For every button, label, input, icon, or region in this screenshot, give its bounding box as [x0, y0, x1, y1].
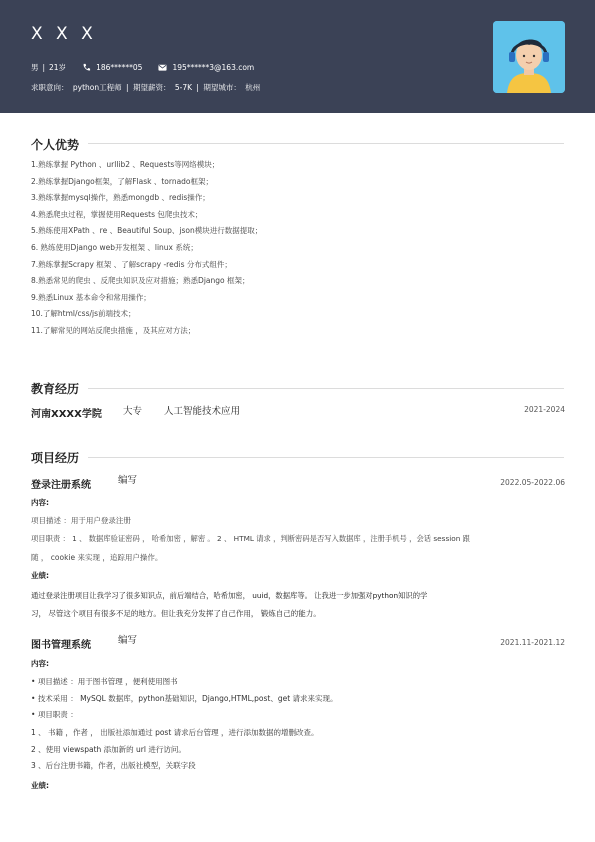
content-label: 内容: — [31, 498, 49, 507]
city-label: 期望城市： — [203, 83, 241, 92]
project-duty-line: 1 、 书籍 ，作者 ， 出版社添加通过 post 请求后台管理 ，进行添加数据的增删改查。 — [31, 728, 319, 737]
project-duty-line: 3 、后台注册书籍，作者，出版社模型，关联字段 — [31, 761, 196, 770]
mail-icon — [158, 63, 167, 72]
result-label: 业绩: — [31, 781, 49, 790]
project-name: 图书管理系统 — [31, 640, 91, 651]
phone-number: 186******05 — [96, 63, 143, 72]
salary-value: 5-7K — [174, 83, 193, 92]
project-description: 项目描述 ：用于用户登录注册 — [31, 516, 131, 525]
project-role: 编写 — [118, 475, 138, 486]
project-name: 登录注册系统 — [31, 480, 91, 491]
list-item: 9.熟悉Linux 基本命令和常用操作； — [31, 292, 151, 302]
intent-value: python工程师 — [72, 83, 122, 92]
advantages-list — [31, 157, 262, 340]
list-item: 2.熟练掌握Django框架，了解Flask 、tornado框架； — [31, 176, 214, 186]
age: 21岁 — [49, 63, 67, 72]
duty-label: 项目职责 ： — [37, 710, 78, 719]
project-duty-line: 随 ， cookie 来实现 ，追踪用户操作。 — [31, 553, 163, 562]
list-item: 7.熟练掌握Scrapy 框架 、了解scrapy -redis 分布式组件； — [31, 259, 232, 269]
school-name: 河南XXXX学院 — [31, 409, 102, 420]
education-title: 教育经历 — [31, 382, 80, 396]
list-item: 1.熟练掌握 Python 、urllib2 、Requests等网络模块； — [31, 160, 220, 169]
bullet-item: • 项目描述 ：用于图书管理 ，便利使用图书 — [31, 677, 178, 686]
result-label: 业绩: — [31, 571, 49, 580]
project-duty-line: 2 、使用 viewspath 添加新的 url 进行访问。 — [31, 745, 186, 754]
major: 人工智能技术应用 — [164, 406, 241, 417]
section-divider — [88, 143, 564, 144]
education-period: 2021-2024 — [524, 405, 565, 414]
project-tech: 技术采用 ： MySQL 数据库，python基础知识，Django,HTML,post、get 请求来实现。 — [37, 694, 338, 703]
section-divider — [88, 388, 564, 389]
project-period: 2021.11-2021.12 — [500, 638, 565, 647]
advantages-title: 个人优势 — [31, 138, 80, 152]
intent-label: 求职意向： — [31, 83, 69, 92]
degree: 大专 — [123, 406, 143, 417]
salary-label: 期望薪资： — [132, 83, 171, 92]
content-label: 内容: — [31, 659, 49, 668]
city-value: 杭州 — [245, 83, 261, 92]
list-item: 11.了解常见的网站反爬虫措施 ，及其应对方法； — [31, 325, 196, 335]
bullet-item: • 项目职责 ： — [31, 710, 78, 719]
gender: 男 — [31, 63, 39, 72]
list-item: 8.熟悉常见的爬虫 、反爬虫知识及应对措施；熟悉Django 框架； — [31, 276, 250, 286]
phone-icon — [82, 63, 91, 72]
list-item: 4.熟悉爬虫过程，掌握使用Requests 包爬虫技术； — [31, 209, 203, 219]
projects-title: 项目经历 — [31, 451, 80, 465]
section-divider — [88, 457, 564, 458]
list-item: 3.熟练掌握mysql操作，熟悉mongdb 、redis操作； — [31, 193, 210, 203]
project-period: 2022.05-2022.06 — [500, 478, 565, 487]
list-item: 6. 熟练使用Django web开发框架 、linux 系统； — [31, 242, 198, 252]
resume-header — [0, 0, 595, 113]
list-item: 10.了解html/css/js前端技术； — [31, 309, 136, 319]
project-role: 编写 — [118, 635, 138, 646]
project-duty-line: 项目职责 ： 1 、 数据库验证密码 ， 哈希加密 ，解密 。 2 、 HTML 请求 ，判断密码是否写入数据库 ，注册手机号 ，会话 session 跟 — [31, 534, 470, 543]
project-result-line: 通过登录注册项目让我学习了很多知识点，前后端结合，哈希加密， uuid，数据库等。 让我进一步加强对python知识的学 — [31, 591, 428, 600]
project-description: 项目描述 ：用于图书管理 ，便利使用图书 — [37, 677, 178, 686]
candidate-name: X X X — [31, 24, 97, 44]
avatar — [493, 21, 565, 93]
job-intent-row: 求职意向： python工程师 | 期望薪资： 5-7K | 期望城市： 杭州 — [31, 83, 261, 92]
project-result-line: 习， 尽管这个项目有很多不足的地方。但让我充分发挥了自己作用， 锻炼自己的能力。 — [31, 609, 321, 618]
bullet-item: • 技术采用 ： MySQL 数据库，python基础知识，Django,HTML,post、get 请求来实现。 — [31, 694, 338, 703]
email-address: 195******3@163.com — [172, 63, 255, 72]
basic-info-row: 男 | 21岁 186******05 195******3@163.com — [31, 63, 255, 72]
list-item: 5.熟练使用XPath 、re 、Beautiful Soup、json模块进行数据提取； — [31, 226, 263, 236]
